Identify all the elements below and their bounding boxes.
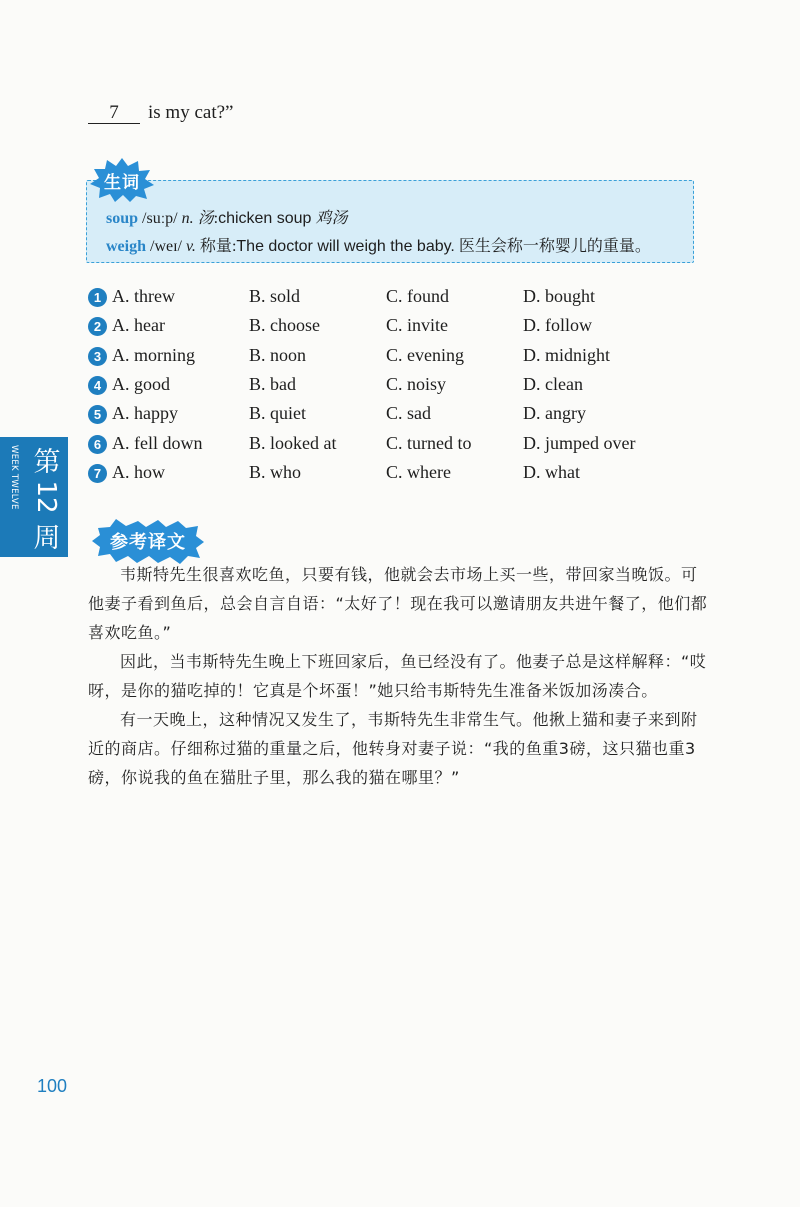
vocab-word: weigh bbox=[106, 238, 146, 255]
option-row-4 bbox=[88, 374, 688, 400]
option-c[interactable]: C. invite bbox=[386, 315, 448, 335]
vocab-meaning: 称量 bbox=[199, 238, 232, 255]
option-a[interactable]: A. good bbox=[112, 374, 170, 394]
translation-label: 参考译文 bbox=[110, 532, 186, 553]
option-b[interactable]: B. sold bbox=[249, 286, 301, 306]
translation-body bbox=[88, 560, 708, 792]
option-row-3 bbox=[88, 345, 688, 371]
option-b[interactable]: B. bad bbox=[249, 374, 296, 394]
option-a[interactable]: A. morning bbox=[112, 345, 195, 365]
week-cn-second: 周 bbox=[33, 523, 61, 553]
vocab-entry: soup /suːp/ n. 汤:chicken soup 鸡汤 bbox=[106, 210, 348, 227]
option-d[interactable]: D. jumped over bbox=[523, 433, 636, 453]
vocab-phonetic: /suːp/ bbox=[142, 210, 178, 227]
vocab-label-badge bbox=[90, 158, 154, 202]
option-a[interactable]: A. happy bbox=[112, 403, 178, 423]
option-d[interactable]: D. midnight bbox=[523, 345, 611, 365]
vocab-meaning: 汤 bbox=[197, 210, 214, 227]
question-number-badge: 3 bbox=[88, 347, 107, 366]
option-a[interactable]: A. how bbox=[112, 462, 165, 482]
vocab-label: 生词 bbox=[104, 172, 140, 193]
option-b[interactable]: B. looked at bbox=[249, 433, 337, 453]
week-side-tab bbox=[0, 437, 68, 557]
option-a[interactable]: A. threw bbox=[112, 286, 175, 306]
translation-label-badge bbox=[92, 518, 204, 564]
option-d[interactable]: D. bought bbox=[523, 286, 595, 306]
option-c[interactable]: C. sad bbox=[386, 403, 431, 423]
option-d[interactable]: D. what bbox=[523, 462, 580, 482]
option-b[interactable]: B. noon bbox=[249, 345, 307, 365]
vocab-entry: weigh /weɪ/ v. 称量:The doctor will weigh the baby. 医生会称一称婴儿的重量。 bbox=[106, 238, 651, 255]
vocab-example: The doctor will weigh the baby. bbox=[236, 238, 455, 255]
vocab-word: soup bbox=[106, 210, 139, 227]
question-number-badge: 6 bbox=[88, 435, 107, 454]
option-b[interactable]: B. choose bbox=[249, 315, 320, 335]
week-label bbox=[3, 441, 65, 553]
translation-paragraph: 有一天晚上，这种情况又发生了，韦斯特先生非常生气。他揪上猫和妻子来到附近的商店。仔细称过猫的重量之后，他转身对妻子说：“我的鱼重3磅，这只猫也重3磅，你说我的鱼在猫肚子里，那么我的猫在哪里？” bbox=[88, 710, 698, 787]
vocab-phonetic: /weɪ/ bbox=[150, 238, 182, 255]
option-b[interactable]: B. quiet bbox=[249, 403, 306, 423]
option-c[interactable]: C. where bbox=[386, 462, 451, 482]
option-b[interactable]: B. who bbox=[249, 462, 302, 482]
question-number-badge: 4 bbox=[88, 376, 107, 395]
option-d[interactable]: D. clean bbox=[523, 374, 583, 394]
vocab-example-translation: 医生会称一称婴儿的重量。 bbox=[458, 238, 651, 255]
option-row-5 bbox=[88, 403, 688, 429]
option-c[interactable]: C. evening bbox=[386, 345, 464, 365]
option-row-1 bbox=[88, 286, 688, 312]
week-number: 12 bbox=[31, 480, 61, 514]
vocab-example: chicken soup bbox=[218, 210, 312, 227]
option-a[interactable]: A. hear bbox=[112, 315, 165, 335]
answer-blank[interactable]: 7 bbox=[88, 103, 140, 124]
option-d[interactable]: D. follow bbox=[523, 315, 592, 335]
question-number-badge: 5 bbox=[88, 405, 107, 424]
question-text: is my cat?” bbox=[148, 102, 234, 123]
option-d[interactable]: D. angry bbox=[523, 403, 586, 423]
question-7-line bbox=[88, 102, 233, 124]
vocab-example-translation: 鸡汤 bbox=[315, 210, 348, 227]
question-number-badge: 1 bbox=[88, 288, 107, 307]
week-en-text: WEEK TWELVE bbox=[9, 445, 19, 510]
week-cn-first: 第 bbox=[33, 447, 61, 478]
vocab-pos: n. bbox=[181, 210, 194, 227]
option-row-2 bbox=[88, 315, 688, 341]
translation-paragraph: 韦斯特先生很喜欢吃鱼，只要有钱，他就会去市场上买一些，带回家当晚饭。可他妻子看到鱼后，总会自言自语：“太好了！现在我可以邀请朋友共进午餐了，他们都喜欢吃鱼。” bbox=[88, 565, 708, 642]
option-row-7 bbox=[88, 462, 688, 488]
option-row-6 bbox=[88, 433, 688, 459]
vocab-pos: v. bbox=[186, 238, 196, 255]
page-number: 100 bbox=[37, 1076, 68, 1096]
option-c[interactable]: C. turned to bbox=[386, 433, 472, 453]
question-number-badge: 2 bbox=[88, 317, 107, 336]
question-number-badge: 7 bbox=[88, 464, 107, 483]
option-a[interactable]: A. fell down bbox=[112, 433, 203, 453]
translation-paragraph: 因此，当韦斯特先生晚上下班回家后，鱼已经没有了。他妻子总是这样解释：“哎呀，是你的猫吃掉的！它真是个坏蛋！”她只给韦斯特先生准备米饭加汤凑合。 bbox=[88, 652, 707, 700]
option-c[interactable]: C. noisy bbox=[386, 374, 447, 394]
option-c[interactable]: C. found bbox=[386, 286, 449, 306]
